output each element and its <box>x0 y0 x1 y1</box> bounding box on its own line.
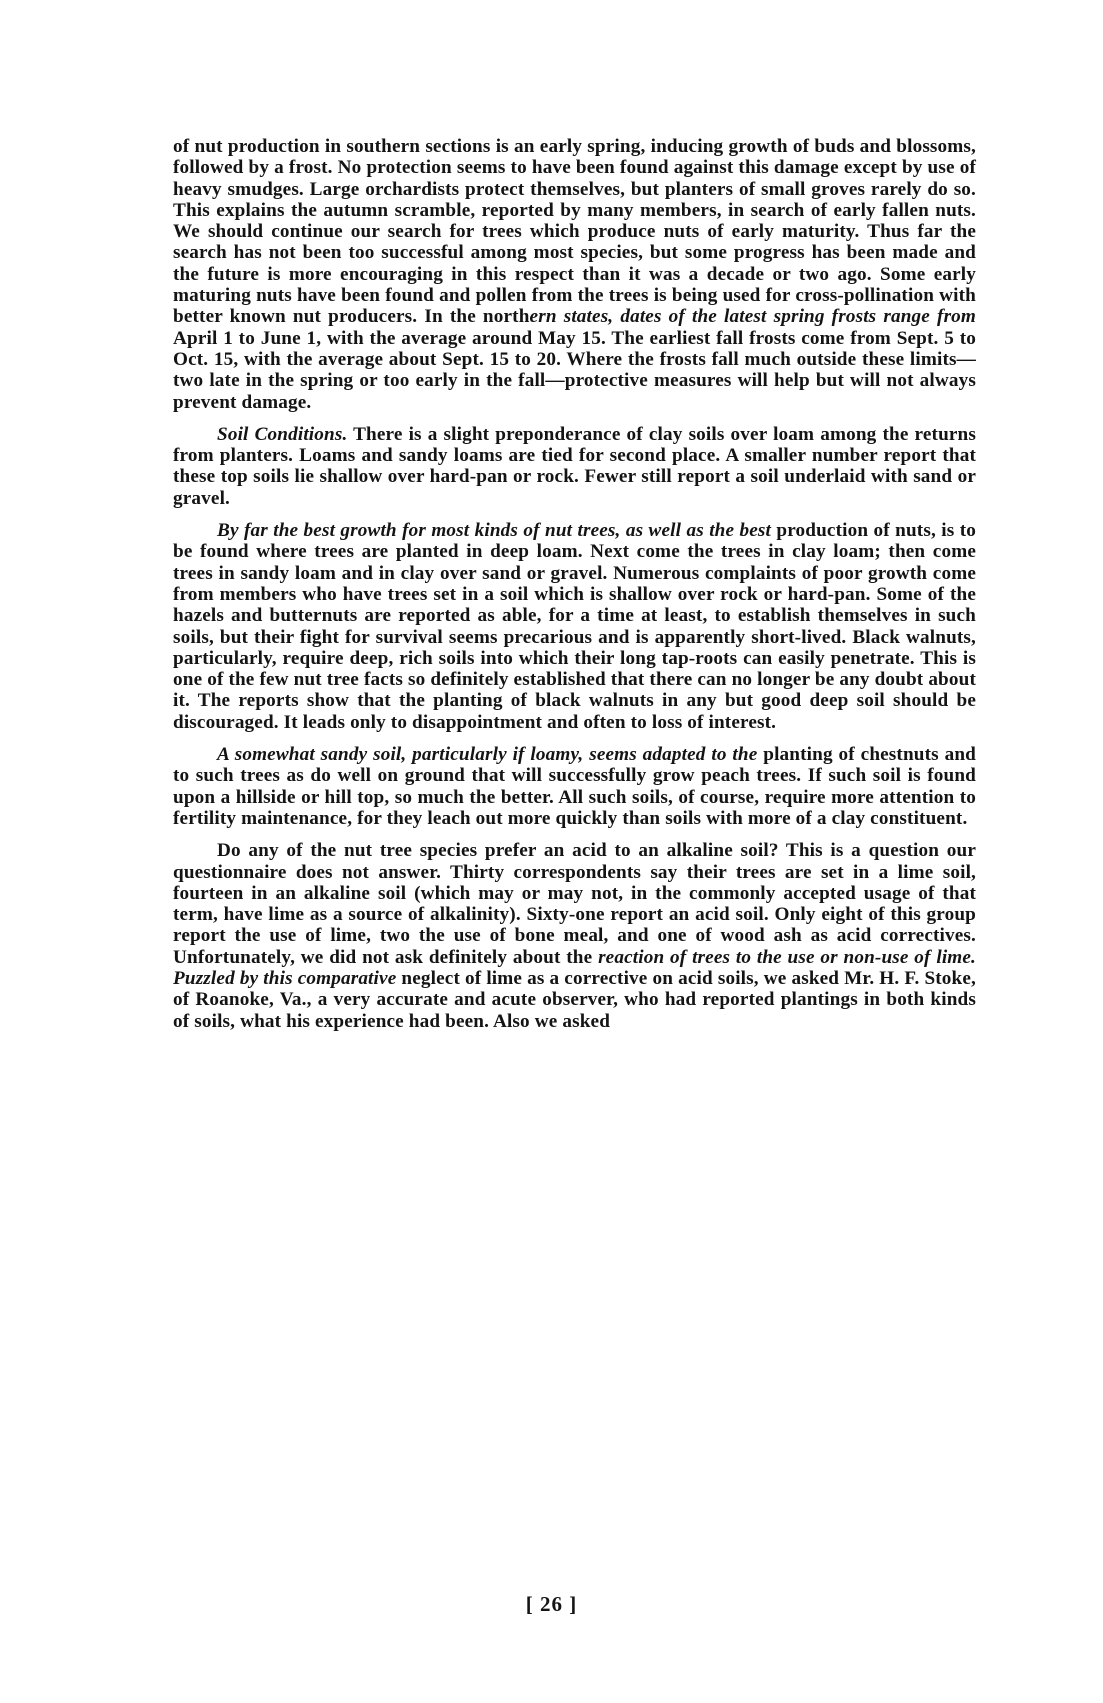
acid-alkaline-text-1: Do any of the nut tree species prefer an acid to an alkaline soil? This is a question our questionnaire does not answer. Thirty correspondents say their trees are set in a lime soil, fourteen in an alkaline soil (which may or may not, in the commonly accepted usage of that term, have lime as a source of alkalinity). Sixty-one report an acid soil. Only eight of this group report the use of lime, two the use of bone meal, and one of wood ash as acid correctives. Unfortunately, we did not ask definitely about the <box>173 840 976 968</box>
paragraph-frost-text-2: April 1 to June 1, with the average around May 15. The earliest fall frosts come from Sept. 5 to Oct. 15, with the average about Sept. 15 to 20. Where the frosts fall much outside these limits—two late in the spring or too early in the fall—protective measures will help but will not always prevent damage. <box>173 327 976 413</box>
paragraph-frost <box>173 136 976 413</box>
sandy-soil-text: planting of chestnuts and to such trees as do well on ground that will successfully grow peach trees. If such soil is found upon a hillside or hill top, so much the better. All such soils, of course, require more attention to fertility maintenance, for they leach out more quickly than soils with more of a clay constituent. <box>173 744 976 829</box>
paragraph-frost-text-1: of nut production in southern sections is an early spring, inducing growth of buds and blossoms, followed by a frost. No protection seems to have been found against this damage except by use of heavy smudges. Large orchardists protect themselves, but planters of small groves rarely do so. This explains the autumn scramble, reported by many members, in search of early fallen nuts. We should continue our search for trees which produce nuts of early maturity. Thus far the search has not been too successful among most species, but some progress has been made and the future is more encouraging in this respect than it was a decade or two ago. Some early maturing nuts have been found and pollen from the trees is being used for cross-pollination with better known nut producers. In the north <box>173 136 976 328</box>
best-growth-italic: By far the best growth for most kinds of nut trees, as well as the best <box>217 520 772 542</box>
paragraph-acid-alkaline <box>173 840 976 1032</box>
soil-conditions-text: There is a slight preponderance of clay soils over loam among the returns from planters. Loams and sandy loams are tied for second place. A smaller number report that these top soils lie shallow over hard-pan or rock. Fewer still report a soil underlaid with sand or gravel. <box>173 423 976 509</box>
paragraph-soil-conditions <box>173 424 976 509</box>
paragraph-best-growth <box>173 520 976 733</box>
paragraph-frost-italic: ern states, dates of the latest spring frosts range from <box>529 306 977 328</box>
sandy-soil-italic: A somewhat sandy soil, particularly if loamy, seems adapted to the <box>217 744 758 766</box>
soil-conditions-heading: Soil Conditions. <box>217 423 348 445</box>
best-growth-text: production of nuts, is to be found where trees are planted in deep loam. Next come the trees in clay loam; then come trees in sandy loam and in clay over sand or gravel. Numerous complaints of poor growth come from members who have trees set in a soil which is shallow over rock or hard-pan. Some of the hazels and butternuts are reported as able, for a time at least, to establish themselves in such soils, but their fight for survival seems precarious and is apparently short-lived. Black walnuts, particularly, require deep, rich soils into which their long tap-roots can easily penetrate. This is one of the few nut tree facts so definitely established that there can no longer be any doubt about it. The reports show that the planting of black walnuts in any but good deep soil should be discouraged. It leads only to disappointment and often to loss of interest. <box>173 520 976 733</box>
paragraph-sandy-soil <box>173 744 976 829</box>
body-text <box>173 136 976 1043</box>
acid-alkaline-italic: reaction of trees to the use or non-use of lime. Puzzled by this comparative <box>173 946 976 989</box>
page-number: [ 26 ] <box>525 1592 578 1616</box>
acid-alkaline-text-2: neglect of lime as a corrective on acid soils, we asked Mr. H. F. Stoke, of Roanoke, Va., a very accurate and acute observer, who had reported plantings in both kinds of soils, what his experience had been. Also we asked <box>173 967 976 1032</box>
